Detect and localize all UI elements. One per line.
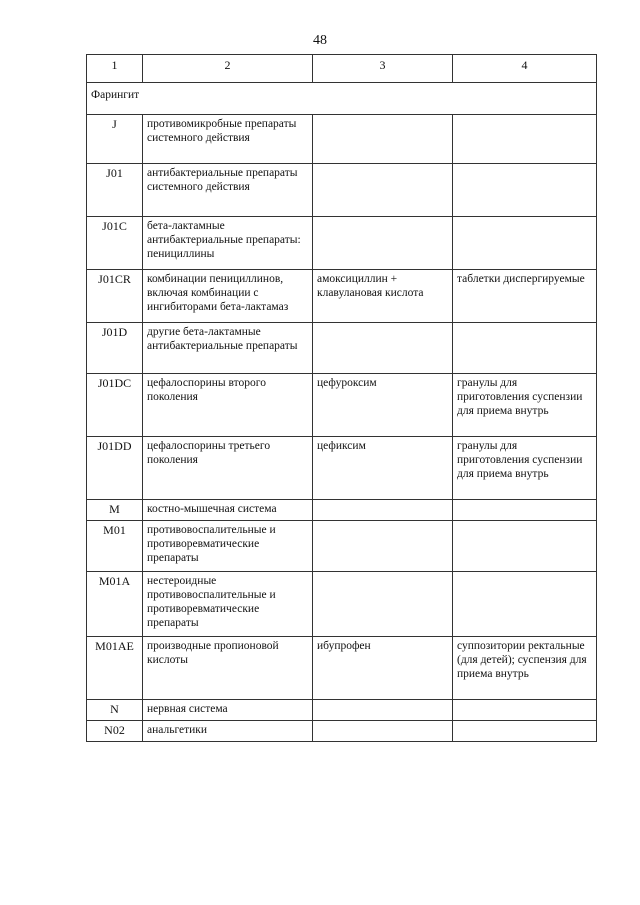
table-row — [87, 700, 597, 721]
name-cell: антибактериальные препараты системного действия — [143, 164, 313, 217]
code-cell: J01DD — [87, 437, 143, 500]
header-cell-4: 4 — [453, 55, 597, 83]
form-cell — [453, 323, 597, 374]
code-cell: J01CR — [87, 270, 143, 323]
drug-cell — [313, 500, 453, 521]
name-cell: нервная система — [143, 700, 313, 721]
drug-cell — [313, 217, 453, 270]
header-cell-2: 2 — [143, 55, 313, 83]
name-cell: противовоспалительные и противоревматические препараты — [143, 521, 313, 572]
header-row — [87, 55, 597, 83]
page-number: 48 — [313, 33, 327, 48]
drug-cell: цефиксим — [313, 437, 453, 500]
table-row — [87, 637, 597, 700]
table-row — [87, 164, 597, 217]
name-cell: бета-лактамные антибактериальные препараты: пенициллины — [143, 217, 313, 270]
header-cell-3: 3 — [313, 55, 453, 83]
name-cell: нестероидные противовоспалительные и противоревматические препараты — [143, 572, 313, 637]
drug-cell — [313, 115, 453, 164]
form-cell: гранулы для приготовления суспензии для приема внутрь — [453, 374, 597, 437]
form-cell — [453, 217, 597, 270]
code-cell: J — [87, 115, 143, 164]
form-cell: гранулы для приготовления суспензии для приема внутрь — [453, 437, 597, 500]
form-cell — [453, 115, 597, 164]
table-row — [87, 115, 597, 164]
table-row — [87, 572, 597, 637]
table-row — [87, 323, 597, 374]
form-cell — [453, 700, 597, 721]
header-cell-1: 1 — [87, 55, 143, 83]
name-cell: противомикробные препараты системного действия — [143, 115, 313, 164]
form-cell: суппозитории ректальные (для детей); суспензия для приема внутрь — [453, 637, 597, 700]
name-cell: другие бета-лактамные антибактериальные препараты — [143, 323, 313, 374]
code-cell: J01D — [87, 323, 143, 374]
name-cell: цефалоспорины третьего поколения — [143, 437, 313, 500]
section-row — [87, 83, 597, 115]
drug-cell — [313, 572, 453, 637]
table-row — [87, 270, 597, 323]
table-row — [87, 521, 597, 572]
section-title: Фарингит — [87, 83, 597, 115]
code-cell: N — [87, 700, 143, 721]
table-row — [87, 437, 597, 500]
drug-cell: амоксициллин + клавулановая кислота — [313, 270, 453, 323]
form-cell — [453, 521, 597, 572]
drug-cell — [313, 164, 453, 217]
name-cell: комбинации пенициллинов, включая комбинации с ингибиторами бета-лактамаз — [143, 270, 313, 323]
code-cell: J01 — [87, 164, 143, 217]
name-cell: костно-мышечная система — [143, 500, 313, 521]
table-row — [87, 374, 597, 437]
drug-cell — [313, 721, 453, 742]
drug-cell — [313, 323, 453, 374]
form-cell — [453, 500, 597, 521]
code-cell: N02 — [87, 721, 143, 742]
code-cell: J01C — [87, 217, 143, 270]
code-cell: M — [87, 500, 143, 521]
code-cell: J01DC — [87, 374, 143, 437]
drug-cell — [313, 521, 453, 572]
drug-cell: ибупрофен — [313, 637, 453, 700]
form-cell — [453, 572, 597, 637]
name-cell: цефалоспорины второго поколения — [143, 374, 313, 437]
name-cell: анальгетики — [143, 721, 313, 742]
code-cell: M01A — [87, 572, 143, 637]
table-row — [87, 721, 597, 742]
code-cell: M01AE — [87, 637, 143, 700]
form-cell — [453, 721, 597, 742]
table-body — [87, 55, 597, 742]
table-row — [87, 217, 597, 270]
drug-cell: цефуроксим — [313, 374, 453, 437]
name-cell: производные пропионовой кислоты — [143, 637, 313, 700]
drug-table — [86, 54, 597, 742]
table-row — [87, 500, 597, 521]
code-cell: M01 — [87, 521, 143, 572]
form-cell: таблетки диспергируемые — [453, 270, 597, 323]
form-cell — [453, 164, 597, 217]
drug-cell — [313, 700, 453, 721]
